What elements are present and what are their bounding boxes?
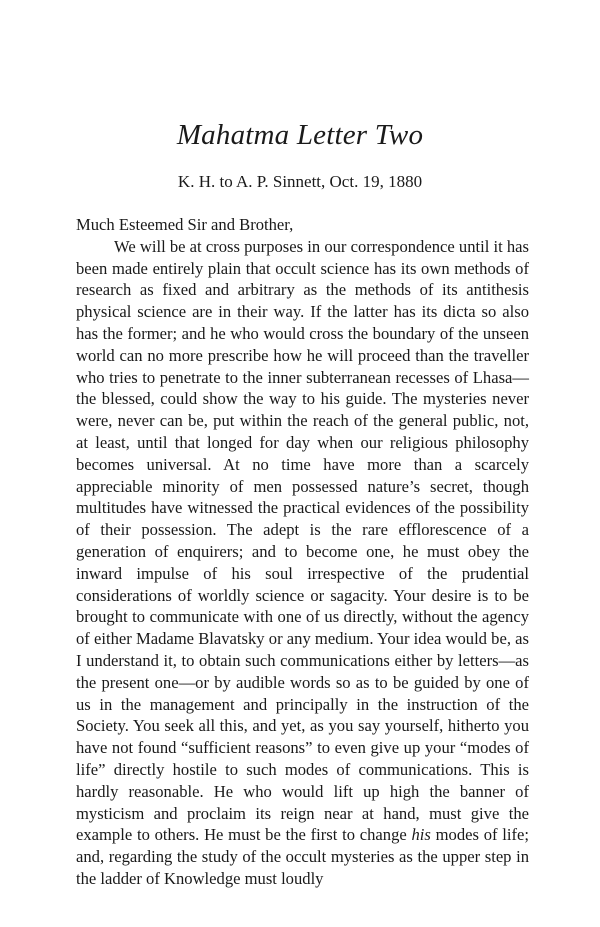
- paragraph-text-part-1: We will be at cross purposes in our correspondence until it has been made entirely plain that occult science has its own methods of research as fixed and arbitrary as the methods of its antithesis physical science are in their way. If the latter has its dicta so also has the former; and he who would cross the boundary of the unseen world can no more prescribe how he will proceed than the traveller who tries to penetrate to the inner subterranean recesses of Lhasa—the blessed, could show the way to his guide. The mysteries never were, never can be, put within the reach of the general public, not, at least, until that longed for day when our religious philosophy becomes universal. At no time have more than a scarcely appreciable minority of men possessed nature’s secret, though multitudes have witnessed the practical evidences of the possibility of their possession. The adept is the rare efflorescence of a generation of enquirers; and to become one, he must obey the inward impulse of his soul irrespective of the prudential considerations of worldly science or sagacity. Your desire is to be brought to communicate with one of us directly, without the agency of either Madame Blavatsky or any medium. Your idea would be, as I understand it, to obtain such communications either by letters—as the present one—or by audible words so as to be guided by one of us in the management and principally in the instruction of the Society. You seek all this, and yet, as you say yourself, hitherto you have not found “sufficient reasons” to even give up your “modes of life” directly hostile to such modes of communications. This is hardly reasonable. He who would lift up high the banner of mysticism and proclaim its reign near at hand, must give the example to others. He must be the first to change: [76, 236, 529, 845]
- body-paragraph: [76, 236, 529, 890]
- letter-body: [76, 214, 529, 890]
- letter-title: Mahatma Letter Two: [176, 119, 424, 151]
- salutation: Much Esteemed Sir and Brother,: [76, 215, 294, 234]
- emphasized-word: his: [411, 825, 431, 845]
- paragraph-text-part-2: modes of life; and, regarding the study of the occult mysteries as the upper step in the ladder of Knowledge must loudly: [76, 825, 529, 888]
- letter-subtitle: K. H. to A. P. Sinnett, Oct. 19, 1880: [177, 172, 423, 191]
